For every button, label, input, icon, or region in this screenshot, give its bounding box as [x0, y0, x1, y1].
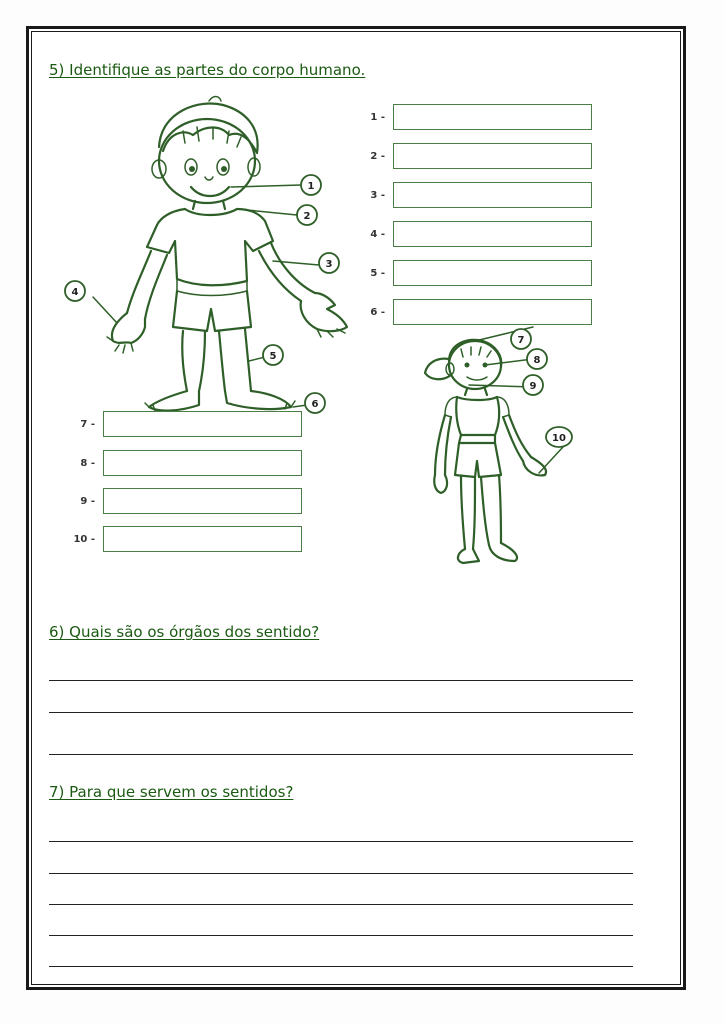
- svg-text:4: 4: [71, 287, 79, 298]
- answer-row-6: [363, 299, 592, 325]
- boy-torso: [147, 201, 273, 296]
- answer-box-2[interactable]: [393, 143, 592, 169]
- answer-label-5: 5 -: [370, 267, 385, 279]
- answer-line-7c[interactable]: [49, 904, 633, 905]
- answer-box-1[interactable]: [393, 104, 592, 130]
- answer-label-9: 9 -: [80, 495, 95, 507]
- answer-label-10: 10 -: [73, 533, 95, 545]
- answer-line-7b[interactable]: [49, 873, 633, 874]
- answer-row-5: [363, 260, 592, 286]
- answer-label-6: 6 -: [370, 306, 385, 318]
- answer-box-3[interactable]: [393, 182, 592, 208]
- answer-row-2: [363, 143, 592, 169]
- answer-row-4: [363, 221, 592, 247]
- answer-box-8[interactable]: [103, 450, 302, 476]
- answer-row-9: [73, 488, 302, 514]
- answer-box-7[interactable]: [103, 411, 302, 437]
- answer-box-5[interactable]: [393, 260, 592, 286]
- answer-line-7a[interactable]: [49, 841, 633, 842]
- answer-box-6[interactable]: [393, 299, 592, 325]
- answer-label-1: 1 -: [370, 111, 385, 123]
- boy-arms: [107, 243, 347, 353]
- callout-8: [525, 347, 549, 371]
- callout-2: [295, 203, 319, 227]
- question-6-heading: 6) Quais são os órgãos dos sentido?: [49, 623, 320, 641]
- girl-shorts: [455, 443, 501, 477]
- answer-line-6c[interactable]: [49, 754, 633, 755]
- question-5-heading: 5) Identifique as partes do corpo humano.: [49, 61, 366, 79]
- girl-illustration: [405, 335, 555, 565]
- answer-line-7d[interactable]: [49, 935, 633, 936]
- svg-text:6: 6: [311, 399, 319, 410]
- answer-row-1: [363, 104, 592, 130]
- callout-7: [509, 327, 533, 351]
- callout-5: [261, 343, 285, 367]
- answer-label-3: 3 -: [370, 189, 385, 201]
- boy-shorts: [173, 291, 251, 331]
- girl-torso: [445, 389, 509, 443]
- question-7-heading: 7) Para que servem os sentidos?: [49, 783, 294, 801]
- answer-row-8: [73, 450, 302, 476]
- svg-text:9: 9: [529, 381, 537, 392]
- svg-text:2: 2: [303, 211, 311, 222]
- callout-6: [303, 391, 327, 415]
- answer-row-3: [363, 182, 592, 208]
- answer-box-10[interactable]: [103, 526, 302, 552]
- answer-row-7: [73, 411, 302, 437]
- boy-illustration: [73, 91, 373, 411]
- girl-legs: [458, 475, 517, 563]
- svg-text:7: 7: [517, 335, 525, 346]
- boy-legs: [145, 329, 295, 411]
- answer-label-4: 4 -: [370, 228, 385, 240]
- answer-label-7: 7 -: [80, 418, 95, 430]
- answer-line-7e[interactable]: [49, 966, 633, 967]
- answer-line-6a[interactable]: [49, 680, 633, 681]
- answer-box-9[interactable]: [103, 488, 302, 514]
- callout-4: [63, 279, 87, 303]
- answer-row-10: [73, 526, 302, 552]
- answer-box-4[interactable]: [393, 221, 592, 247]
- svg-text:8: 8: [533, 355, 541, 366]
- answer-label-8: 8 -: [80, 457, 95, 469]
- boy-head: [152, 97, 260, 204]
- callout-9: [521, 373, 545, 397]
- worksheet-frame: [26, 26, 686, 990]
- callout-3: [317, 251, 341, 275]
- answer-line-6b[interactable]: [49, 712, 633, 713]
- callout-1: [299, 173, 323, 197]
- girl-arms: [434, 415, 546, 493]
- answer-label-2: 2 -: [370, 150, 385, 162]
- svg-text:1: 1: [307, 181, 315, 192]
- svg-text:3: 3: [325, 259, 333, 270]
- girl-head: [425, 340, 501, 389]
- svg-text:5: 5: [269, 351, 277, 362]
- callout-10: [545, 425, 573, 449]
- svg-text:10: 10: [552, 433, 566, 444]
